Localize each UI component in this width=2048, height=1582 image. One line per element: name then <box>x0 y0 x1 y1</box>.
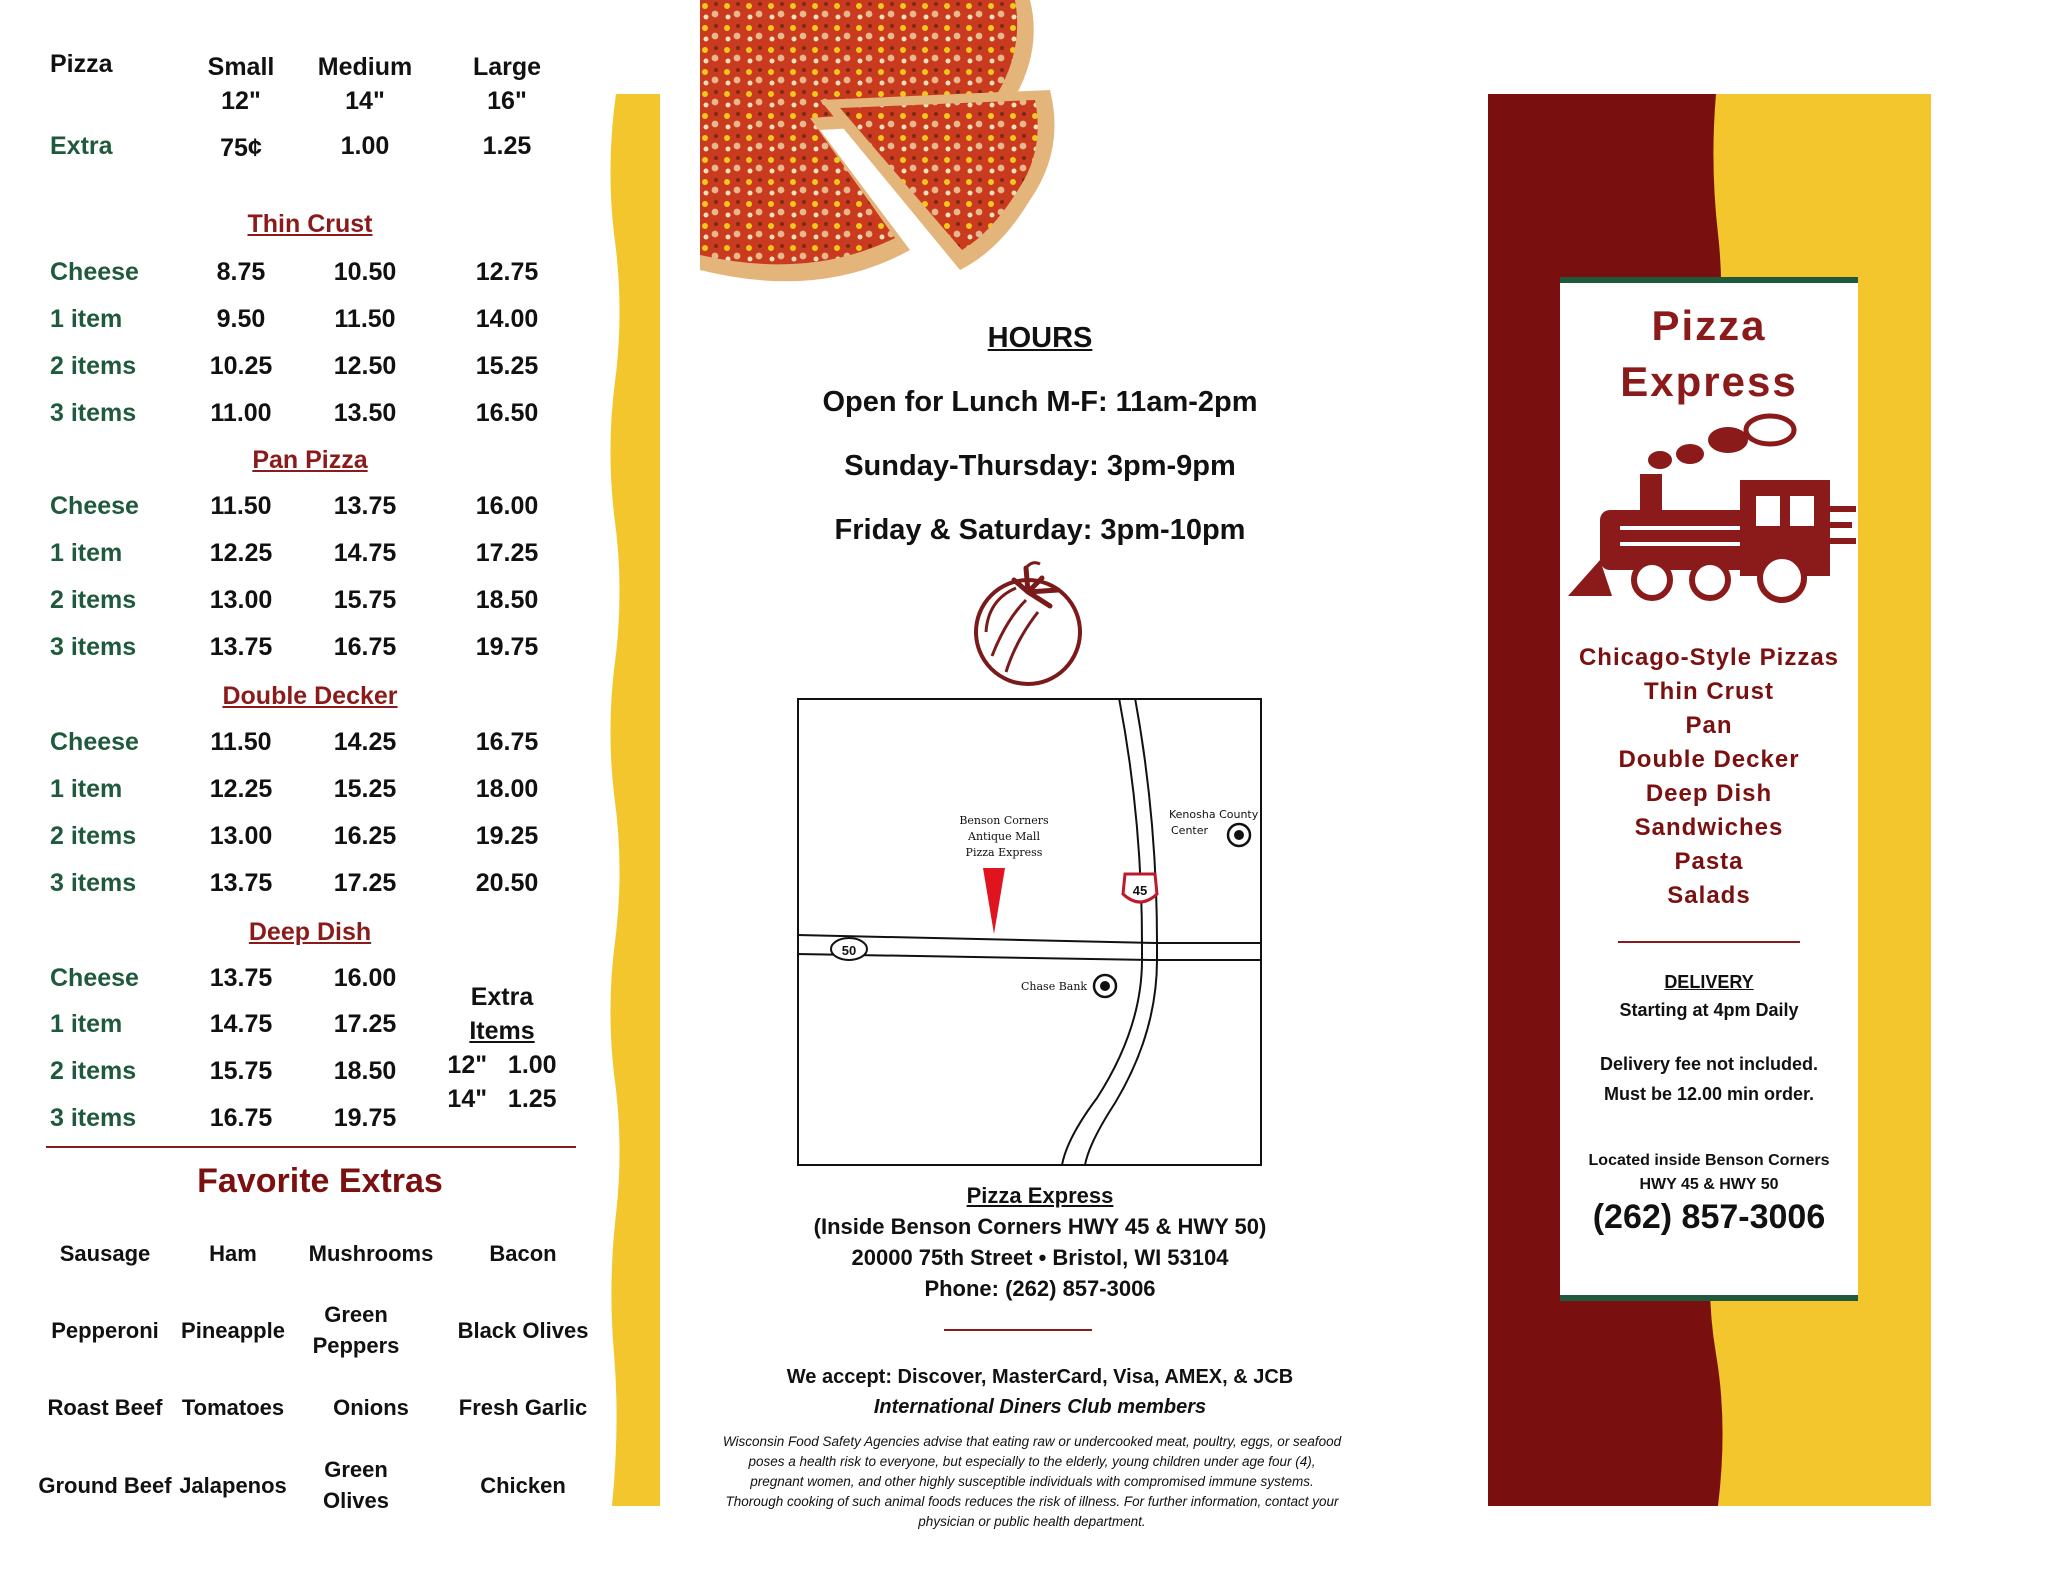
restaurant-name: Pizza Express <box>966 1183 1114 1208</box>
delivery-start: Starting at 4pm Daily <box>1619 1000 1799 1020</box>
hwy45-label: 45 <box>1132 883 1148 898</box>
price-medium: 14.75 <box>333 539 397 567</box>
cover-style-item: Salads <box>1667 882 1751 909</box>
price-medium: 15.75 <box>333 586 397 614</box>
extra-topping: Green Olives <box>322 1457 390 1513</box>
cover-style-item: Sandwiches <box>1634 814 1784 841</box>
cover-style-item: Deep Dish <box>1645 780 1773 807</box>
cover-style-item: Pan <box>1685 712 1733 739</box>
cover-style-item: Pasta <box>1674 848 1744 875</box>
extra-topping: Chicken <box>480 1472 566 1498</box>
divider <box>1618 941 1800 943</box>
address-block <box>760 1180 1320 1304</box>
row-label: 2 items <box>50 822 137 850</box>
extra-items-block <box>437 980 567 1116</box>
price-large: 20.50 <box>475 869 539 897</box>
row-label: 3 items <box>50 869 137 897</box>
extra-items-subtitle: Items <box>469 1017 535 1045</box>
price-large: 12.75 <box>475 258 539 286</box>
price-small: 10.25 <box>209 352 273 380</box>
row-label: 2 items <box>50 352 137 380</box>
address-phone: Phone: (262) 857-3006 <box>924 1276 1156 1301</box>
extra-topping: Pepperoni <box>51 1317 159 1343</box>
row-label: 1 item <box>50 305 123 333</box>
row-label: Cheese <box>50 728 139 756</box>
section-title-deep-dish: Deep Dish <box>248 918 372 946</box>
payment-accept: We accept: Discover, MasterCard, Visa, AMEX, & JCB <box>786 1366 1294 1388</box>
extra-topping: Ham <box>209 1240 257 1266</box>
map-poi-label: Kenosha County <box>1169 808 1259 821</box>
extra-topping: Bacon <box>489 1240 557 1266</box>
extra-row-label: Extra <box>50 132 113 160</box>
tomato-icon <box>966 560 1096 690</box>
row-label: Cheese <box>50 964 139 992</box>
pizza-slice-image <box>700 0 1070 300</box>
price-large: 19.75 <box>475 633 539 661</box>
delivery-minimum: Must be 12.00 min order. <box>1603 1084 1815 1104</box>
price-large: 15.25 <box>475 352 539 380</box>
price-small: 12.25 <box>209 775 273 803</box>
address-street: 20000 75th Street • Bristol, WI 53104 <box>851 1245 1229 1270</box>
extra-topping: Jalapenos <box>179 1472 287 1498</box>
price-medium: 16.00 <box>333 964 397 992</box>
price-small: 13.00 <box>209 586 273 614</box>
price-small: 8.75 <box>216 258 266 286</box>
price-small: 14.75 <box>209 1010 273 1038</box>
price-large: 16.50 <box>475 399 539 427</box>
row-label: 1 item <box>50 775 123 803</box>
cover-title-line: Express <box>1620 358 1798 405</box>
price-large: 18.50 <box>475 586 539 614</box>
price-small: 9.50 <box>216 305 266 333</box>
location-map <box>797 698 1262 1166</box>
large-header: Large 16" <box>472 53 542 115</box>
map-poi-label: Pizza Express <box>965 846 1043 859</box>
row-label: Cheese <box>50 258 139 286</box>
row-label: 3 items <box>50 1104 137 1132</box>
cover-phone: (262) 857-3006 <box>1592 1198 1826 1236</box>
row-label: 3 items <box>50 399 137 427</box>
price-medium: 11.50 <box>334 305 396 333</box>
price-small: 11.00 <box>210 399 272 427</box>
train-logo-icon <box>1560 410 1858 606</box>
map-poi-label: Chase Bank <box>1021 980 1088 993</box>
hwy50-label: 50 <box>841 943 857 958</box>
extra-topping: Black Olives <box>457 1317 589 1343</box>
price-small: 11.50 <box>210 492 272 520</box>
food-safety-warning: Wisconsin Food Safety Agencies advise that eating raw or undercooked meat, poultry, eggs, or seafood poses a health risk to everyone, but especially to the elderly, young children under age four (4), pregnant women, and other highly susceptible individuals with compromised immune systems. Thorough cooking of such animal foods reduces the risk of illness. For further information, contact your physician or public health department. <box>722 1434 1342 1529</box>
cover-style-item: Thin Crust <box>1644 678 1774 705</box>
price-small: 12.25 <box>209 539 273 567</box>
payment-diners: International Diners Club members <box>873 1396 1207 1418</box>
extra-price-medium: 1.00 <box>340 132 390 160</box>
section-title-double-decker: Double Decker <box>222 682 398 710</box>
extra-topping: Sausage <box>59 1240 151 1266</box>
delivery-title: DELIVERY <box>1664 972 1754 992</box>
row-label: 1 item <box>50 1010 123 1038</box>
cover-style-item: Chicago-Style Pizzas <box>1578 644 1840 671</box>
price-medium: 10.50 <box>333 258 397 286</box>
cover-title-line: Pizza <box>1651 302 1767 349</box>
row-label: Cheese <box>50 492 139 520</box>
extra-topping: Pineapple <box>181 1317 285 1343</box>
cover-title <box>1568 298 1850 410</box>
price-medium: 12.50 <box>333 352 397 380</box>
section-title-pan-pizza: Pan Pizza <box>252 446 368 474</box>
extra-items-line: 12" 1.00 <box>447 1051 557 1079</box>
extra-topping: Ground Beef <box>38 1472 172 1498</box>
medium-header: Medium 14" <box>317 53 413 115</box>
price-large: 16.75 <box>475 728 539 756</box>
small-header: Small 12" <box>207 53 275 115</box>
extra-topping: Onions <box>333 1394 409 1420</box>
favorite-extras-title: Favorite Extras <box>197 1162 443 1200</box>
price-medium: 16.75 <box>333 633 397 661</box>
price-medium: 16.25 <box>333 822 397 850</box>
price-small: 11.50 <box>210 728 272 756</box>
price-large: 16.00 <box>475 492 539 520</box>
hours-line: Friday & Saturday: 3pm-10pm <box>834 514 1246 546</box>
section-title-thin-crust: Thin Crust <box>247 210 373 238</box>
cover-style-item: Double Decker <box>1618 746 1800 773</box>
price-medium: 13.75 <box>333 492 397 520</box>
price-small: 13.75 <box>209 869 273 897</box>
extra-topping: Tomatoes <box>181 1394 285 1420</box>
price-large: 14.00 <box>475 305 539 333</box>
map-poi-label: Center <box>1171 824 1209 837</box>
row-label: 2 items <box>50 1057 137 1085</box>
price-small: 13.75 <box>209 633 273 661</box>
extra-topping: Mushrooms <box>308 1240 434 1266</box>
price-medium: 19.75 <box>333 1104 397 1132</box>
price-large: 18.00 <box>475 775 539 803</box>
pizza-header: Pizza <box>50 50 113 78</box>
price-medium: 17.25 <box>333 869 397 897</box>
hours-line: Open for Lunch M-F: 11am-2pm <box>822 386 1258 418</box>
divider <box>944 1329 1092 1331</box>
price-small: 13.75 <box>209 964 273 992</box>
price-medium: 18.50 <box>333 1057 397 1085</box>
price-medium: 17.25 <box>333 1010 397 1038</box>
hours-title: HOURS <box>987 322 1093 354</box>
row-label: 2 items <box>50 586 137 614</box>
extra-price-large: 1.25 <box>482 132 532 160</box>
extra-items-line: 14" 1.25 <box>447 1085 557 1113</box>
extra-items-title: Extra <box>470 983 534 1011</box>
row-label: 1 item <box>50 539 123 567</box>
located-hwys: HWY 45 & HWY 50 <box>1639 1176 1779 1193</box>
price-small: 13.00 <box>209 822 273 850</box>
map-poi-label: Benson Corners <box>959 814 1049 827</box>
price-medium: 13.50 <box>333 399 397 427</box>
extra-price-small: 75¢ <box>220 134 262 162</box>
divider <box>46 1146 576 1148</box>
extra-topping: Roast Beef <box>47 1394 163 1420</box>
price-medium: 14.25 <box>333 728 397 756</box>
price-small: 15.75 <box>209 1057 273 1085</box>
price-large: 19.25 <box>475 822 539 850</box>
address-inside: (Inside Benson Corners HWY 45 & HWY 50) <box>813 1214 1267 1239</box>
price-large: 17.25 <box>475 539 539 567</box>
delivery-fee: Delivery fee not included. <box>1599 1054 1819 1074</box>
map-poi-label: Antique Mall <box>968 830 1040 843</box>
extra-topping: Green Peppers <box>312 1302 400 1358</box>
price-small: 16.75 <box>209 1104 273 1132</box>
row-label: 3 items <box>50 633 137 661</box>
hours-line: Sunday-Thursday: 3pm-9pm <box>844 450 1236 482</box>
yellow-wave-strip <box>606 94 660 1506</box>
located-inside: Located inside Benson Corners <box>1588 1152 1830 1169</box>
price-medium: 15.25 <box>333 775 397 803</box>
extra-topping: Fresh Garlic <box>458 1394 588 1420</box>
